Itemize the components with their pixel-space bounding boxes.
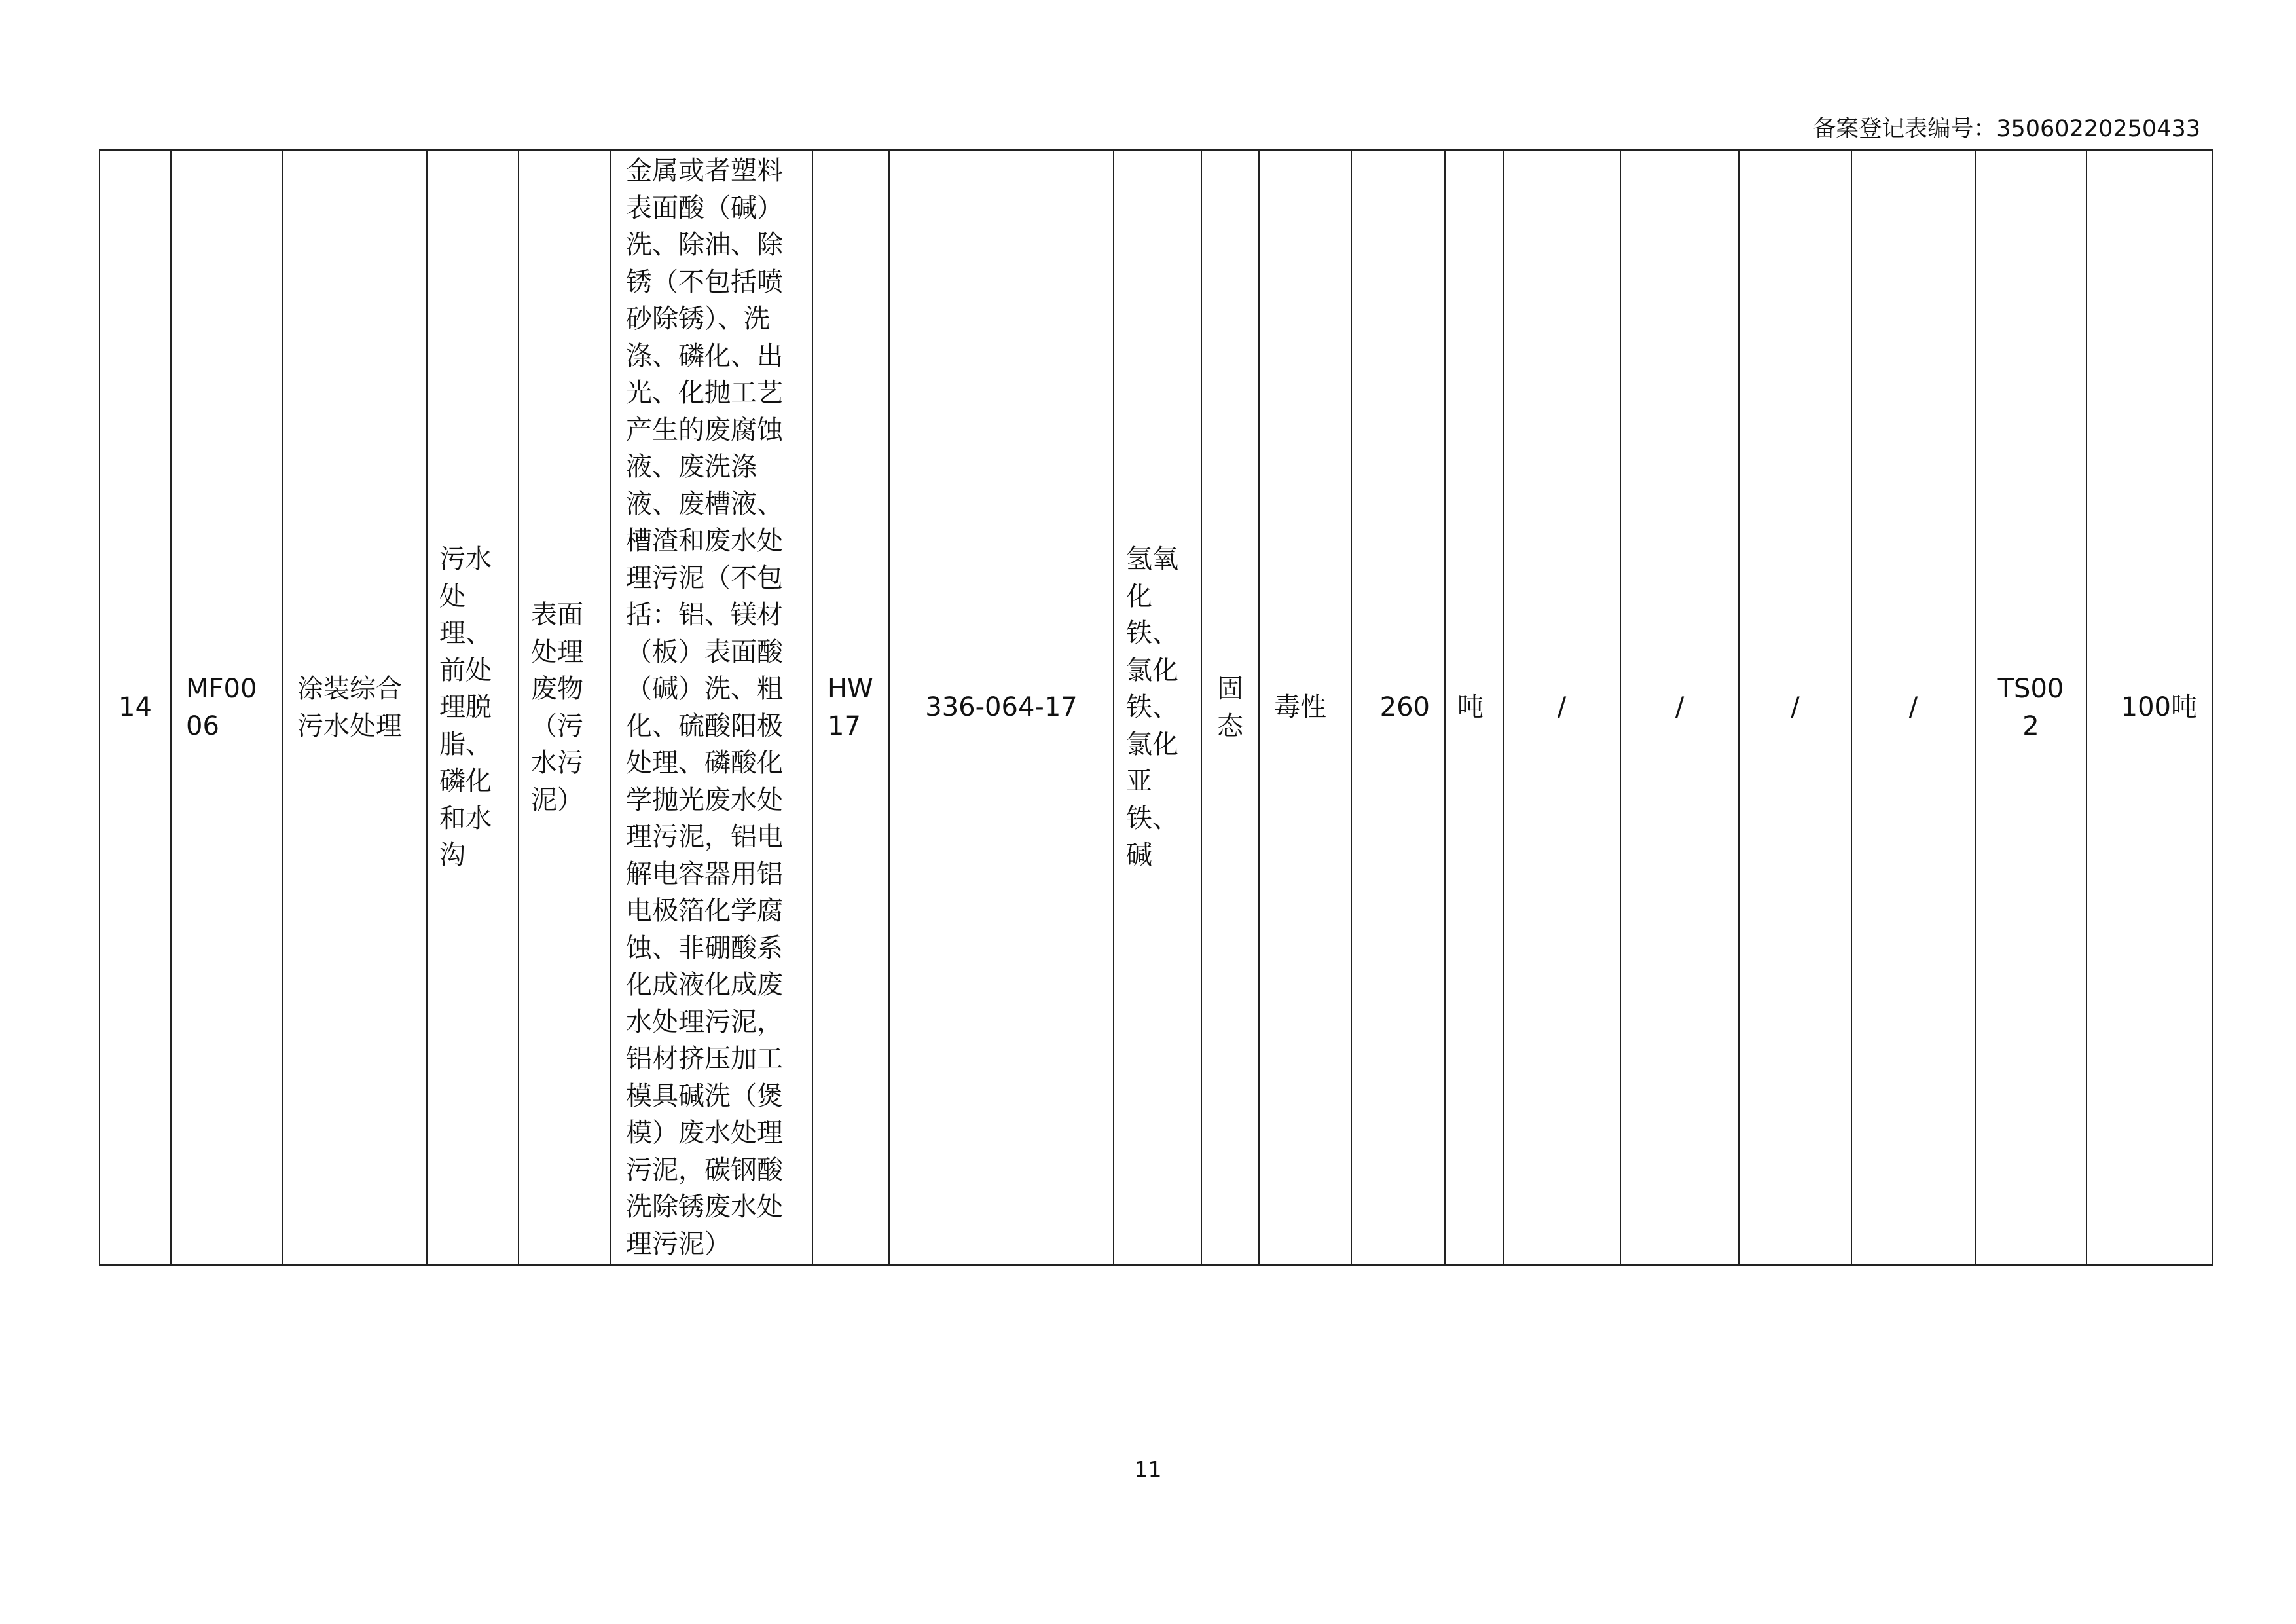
- waste-category-cell: HW17: [812, 150, 889, 1265]
- column-c-cell: /: [1739, 150, 1851, 1265]
- hazardous-components-cell: 氢氧化铁、氯化铁、氯化亚铁、碱: [1114, 150, 1201, 1265]
- hazard-property-cell: 毒性: [1259, 150, 1351, 1265]
- hazardous-waste-table: [99, 149, 2213, 1266]
- column-a-cell: /: [1503, 150, 1620, 1265]
- row-index-cell: 14: [100, 150, 171, 1265]
- physical-form-cell: 固态: [1201, 150, 1259, 1265]
- waste-name-cell: 表面处理废物（污水污泥）: [519, 150, 611, 1265]
- source-process-cell: 污水处理、前处理脱脂、磷化和水沟: [427, 150, 519, 1265]
- page-number: 11: [1134, 1456, 1162, 1482]
- waste-code-id-cell: MF0006: [171, 150, 282, 1265]
- storage-capacity-cell: 100吨: [2086, 150, 2212, 1265]
- waste-description-cell: 金属或者塑料表面酸（碱）洗、除油、除锈（不包括喷砂除锈）、洗涤、磷化、出光、化抛工艺产生的废腐蚀液、废洗涤液、废槽液、槽渣和废水处理污泥（不包括：铝、镁材（板）表面酸（碱）洗、粗化、硫酸阳极处理、磷酸化学抛光废水处理污泥，铝电解电容器用铝电极箔化学腐蚀、非硼酸系化成液化成废水处理污泥，铝材挤压加工模具碱洗（煲模）废水处理污泥，碳钢酸洗除锈废水处理污泥）: [611, 150, 812, 1265]
- column-b-cell: /: [1620, 150, 1739, 1265]
- waste-code-cell: 336-064-17: [889, 150, 1114, 1265]
- annual-quantity-cell: 260: [1351, 150, 1445, 1265]
- table-row: [100, 150, 2212, 1265]
- facility-cell: 涂装综合污水处理: [282, 150, 427, 1265]
- quantity-unit-cell: 吨: [1445, 150, 1503, 1265]
- storage-facility-cell: TS002: [1975, 150, 2086, 1265]
- registration-number: 备案登记表编号：35060220250433: [1813, 116, 2200, 142]
- column-d-cell: /: [1851, 150, 1975, 1265]
